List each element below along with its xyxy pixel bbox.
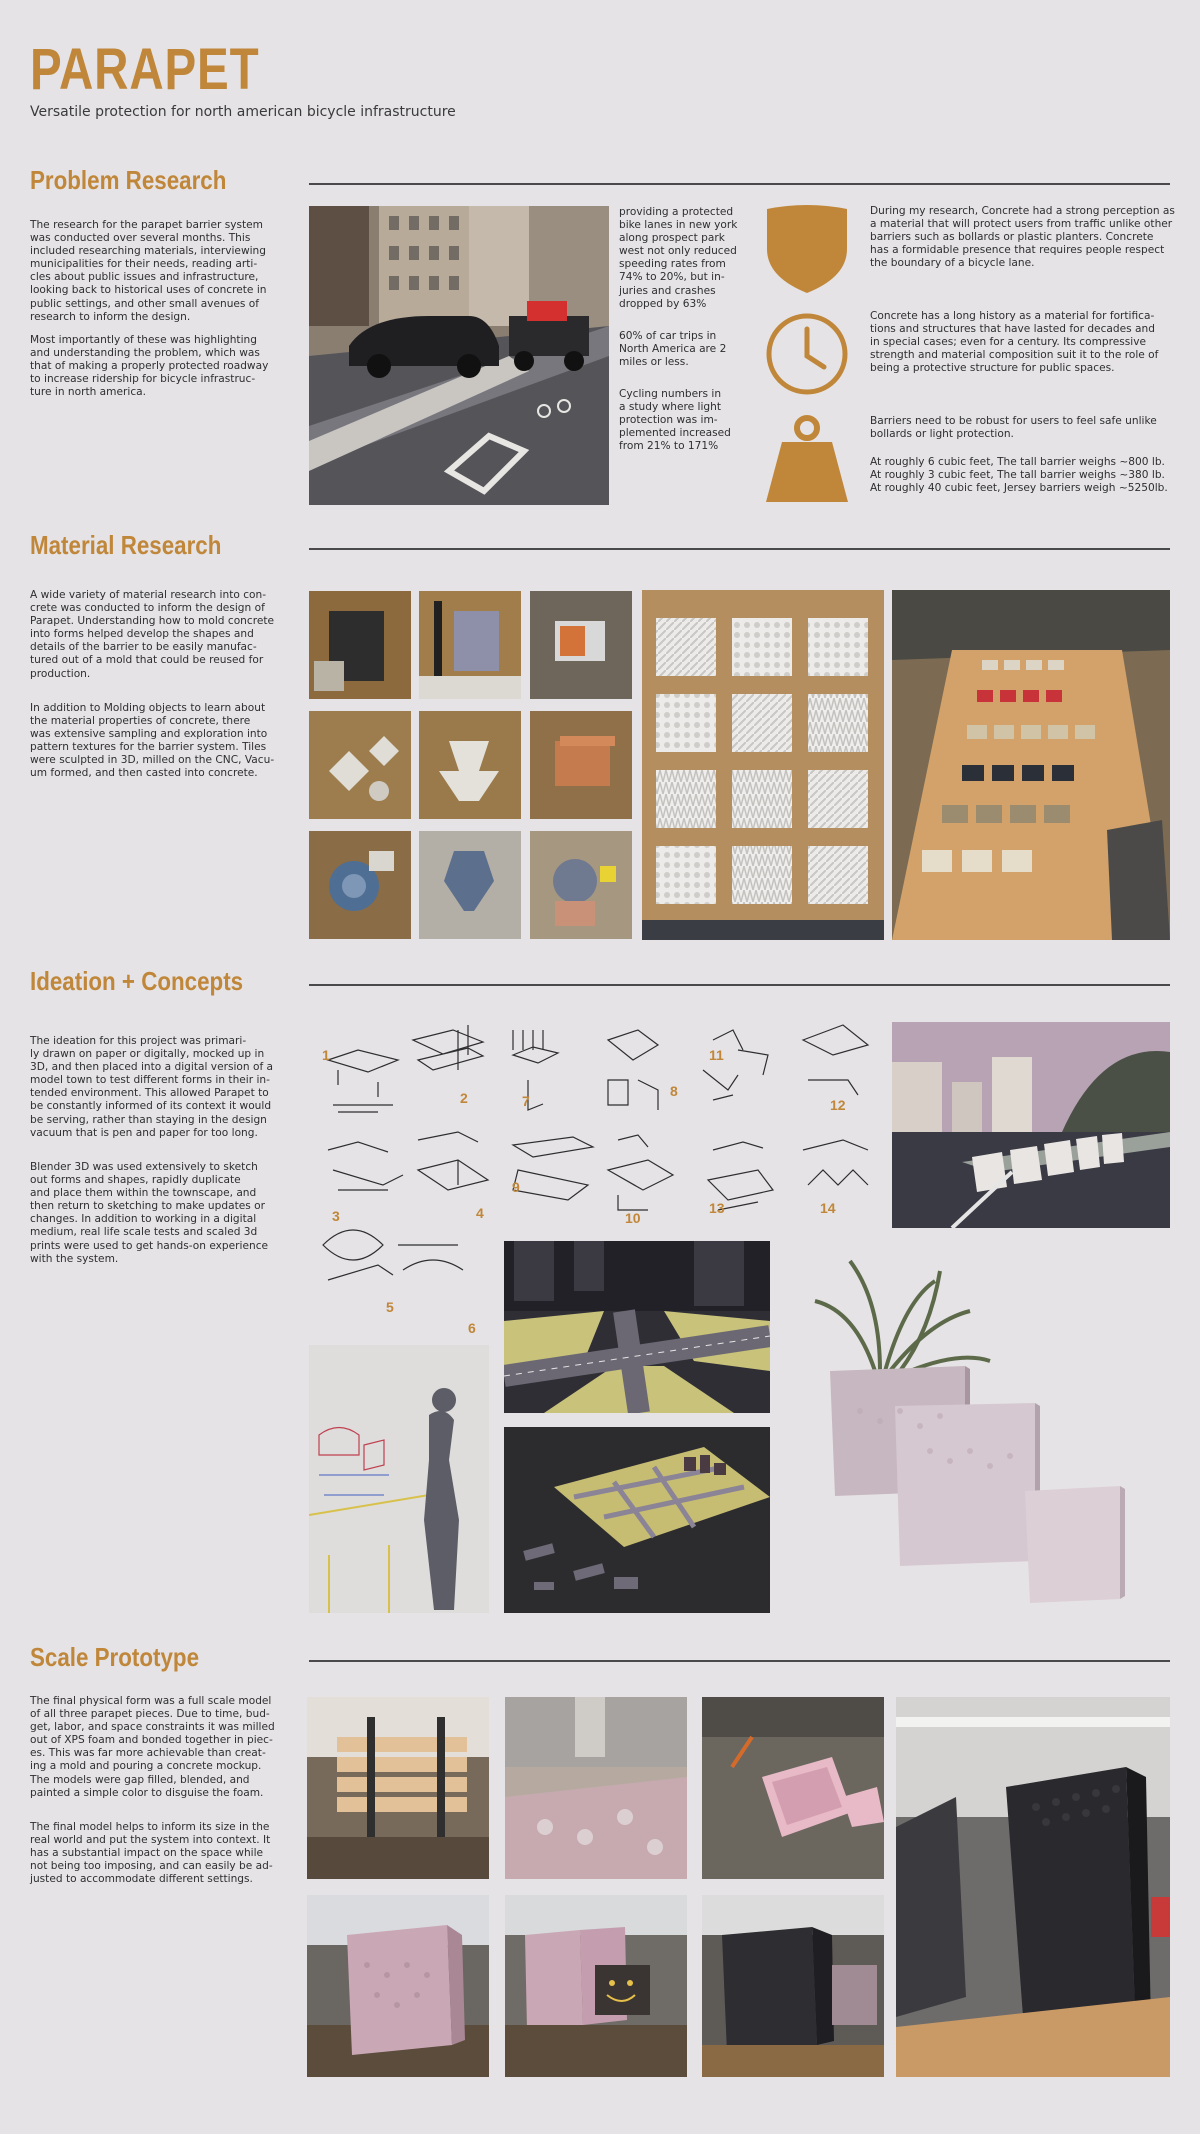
problem-paragraph-1: The research for the parapet barrier system was conducted over several months. This included researching materials, interviewing municipalities for their needs, reading arti- cles about public issues and infrastructure, looking back to historical uses of concrete in public settings, and other small avenues of research to inform the design.: [30, 219, 267, 323]
foam-box-photo: [702, 1697, 884, 1879]
mold-photo-4: [309, 711, 411, 819]
mold-photo-7: [309, 831, 411, 939]
material-research-heading: Material Research: [30, 530, 222, 560]
fact-barrier-weights: At roughly 6 cubic feet, The tall barrier weighs ~800 lb. At roughly 3 cubic feet, The tall barrier weighs ~380 lb. At roughly 40 cubic feet, Jersey barriers weigh ~5250lb.: [870, 456, 1168, 495]
sketch-number-12: 12: [830, 1097, 846, 1113]
bike-lane-photo: [309, 206, 609, 505]
wall-sketch-photo: [309, 1345, 489, 1613]
sketch-number-14: 14: [820, 1200, 836, 1216]
clock-icon: [764, 311, 850, 397]
ideation-paragraph-1: The ideation for this project was primari- ly drawn on paper or digitally, mocked up in 3D, and then placed into a digital version of a model town to test different forms in their in- tended environment. This allowed Parapet to be constantly informed of its context it would be serving, rather than staying in the design vacuum that is pen and paper for too long.: [30, 1035, 274, 1139]
sketch-number-8: 8: [670, 1083, 678, 1099]
section-divider: [309, 1660, 1170, 1662]
material-paragraph-1: A wide variety of material research into con- crete was conducted to inform the design of Parapet. Understanding how to mold concrete into forms helped develop the shapes and details of the barrier to be easily manufac- tured out of a mold that could be reused for production.: [30, 589, 275, 680]
sketch-number-1: 1: [322, 1047, 330, 1063]
scale-prototype-heading: Scale Prototype: [30, 1642, 200, 1672]
sketch-number-11: 11: [709, 1047, 724, 1063]
barrier-set-photo: [505, 1895, 687, 2077]
mold-photo-2: [419, 591, 521, 699]
sketch-number-4: 4: [476, 1205, 484, 1221]
material-paragraph-2: In addition to Molding objects to learn about the material properties of concrete, there was extensive sampling and exploration into pattern textures for the barrier system. Tiles were sculpted in 3D, milled on the CNC, Vacu- um formed, and then casted into concrete.: [30, 702, 275, 780]
mold-photo-5: [419, 711, 521, 819]
sketch-number-13: 13: [709, 1200, 725, 1216]
stat-car-trips: 60% of car trips in North America are 2 miles or less.: [619, 330, 727, 369]
shield-icon: [764, 205, 850, 295]
workshop-samples-photo: [892, 590, 1170, 940]
prototype-paragraph-2: The final model helps to inform its size in the real world and put the system into context. It has a substantial impact on the space while not being too imposing, and can easily be ad- justed to accommodate different settings.: [30, 1821, 273, 1886]
black-barrier-photo: [702, 1895, 884, 2077]
sketch-number-5: 5: [386, 1299, 394, 1315]
pink-barrier-photo: [307, 1895, 489, 2077]
mold-photo-8: [419, 831, 521, 939]
stat-speeding-reduction: providing a protected bike lanes in new york along prospect park west not only reduced speeding rates from 74% to 20%, but in- juries and crashes dropped by 63%: [619, 206, 738, 310]
street-render-photo: [892, 1022, 1170, 1228]
fact-concrete-history: Concrete has a long history as a material for fortifica- tions and structures that have lasted for decades and in special cases; even for a century. Its compressive strength and material composition suit it to the role of being a protective structure for public spaces.: [870, 310, 1159, 375]
section-divider: [309, 548, 1170, 550]
cnc-milling-photo: [505, 1697, 687, 1879]
sketch-number-10: 10: [625, 1210, 641, 1226]
page-subtitle: Versatile protection for north american bicycle infrastructure: [30, 104, 456, 120]
city-intersection-render: [504, 1241, 770, 1413]
sketch-number-7: 7: [522, 1093, 530, 1109]
prototype-paragraph-1: The final physical form was a full scale model of all three parapet pieces. Due to time, bud- get, labor, and space constraints it was milled out of XPS foam and bonded together in piec- es. This was far more achievable than creat- ing a mold and pouring a concrete mockup. The models were gap filled, blended, and painted a simple color to disguise the foam.: [30, 1695, 275, 1799]
page-title: PARAPET: [30, 37, 260, 102]
ideation-paragraph-2: Blender 3D was used extensively to sketch out forms and shapes, rapidly duplicate and place them within the townscape, and then return to sketching to make updates or changes. In addition to working in a digital medium, real life scale tests and scaled 3d prints were used to get hands-on experience with the system.: [30, 1161, 269, 1265]
weight-icon: [764, 414, 850, 504]
fact-barrier-robust: Barriers need to be robust for users to feel safe unlike bollards or light protection.: [870, 415, 1157, 441]
mold-photo-3: [530, 591, 632, 699]
planter-barrier-render: [790, 1241, 1170, 1613]
sketch-number-6: 6: [468, 1320, 476, 1336]
mold-photo-6: [530, 711, 632, 819]
final-prototype-photo: [896, 1697, 1170, 2077]
section-divider: [309, 984, 1170, 986]
town-map-render: [504, 1427, 770, 1613]
section-divider: [309, 183, 1170, 185]
stat-cycling-increase: Cycling numbers in a study where light protection was im- plemented increased from 21% to 171%: [619, 388, 731, 453]
sketch-number-3: 3: [332, 1208, 340, 1224]
ideation-concepts-heading: Ideation + Concepts: [30, 966, 244, 996]
foam-gluing-photo: [307, 1697, 489, 1879]
problem-research-heading: Problem Research: [30, 165, 227, 195]
sketch-number-9: 9: [512, 1179, 520, 1195]
concrete-tiles-photo: [642, 590, 884, 940]
problem-paragraph-2: Most importantly of these was highlighting and understanding the problem, which was that of making a properly protected roadway to increase ridership for bicycle infrastruc- ture in north america.: [30, 334, 269, 399]
sketch-number-2: 2: [460, 1090, 468, 1106]
fact-concrete-perception: During my research, Concrete had a strong perception as a material that will protect users from traffic unlike other barriers such as bollards or plastic planters. Concrete has a formidable presence that requires people respect the boundary of a bicycle lane.: [870, 205, 1175, 270]
mold-photo-9: [530, 831, 632, 939]
mold-photo-1: [309, 591, 411, 699]
